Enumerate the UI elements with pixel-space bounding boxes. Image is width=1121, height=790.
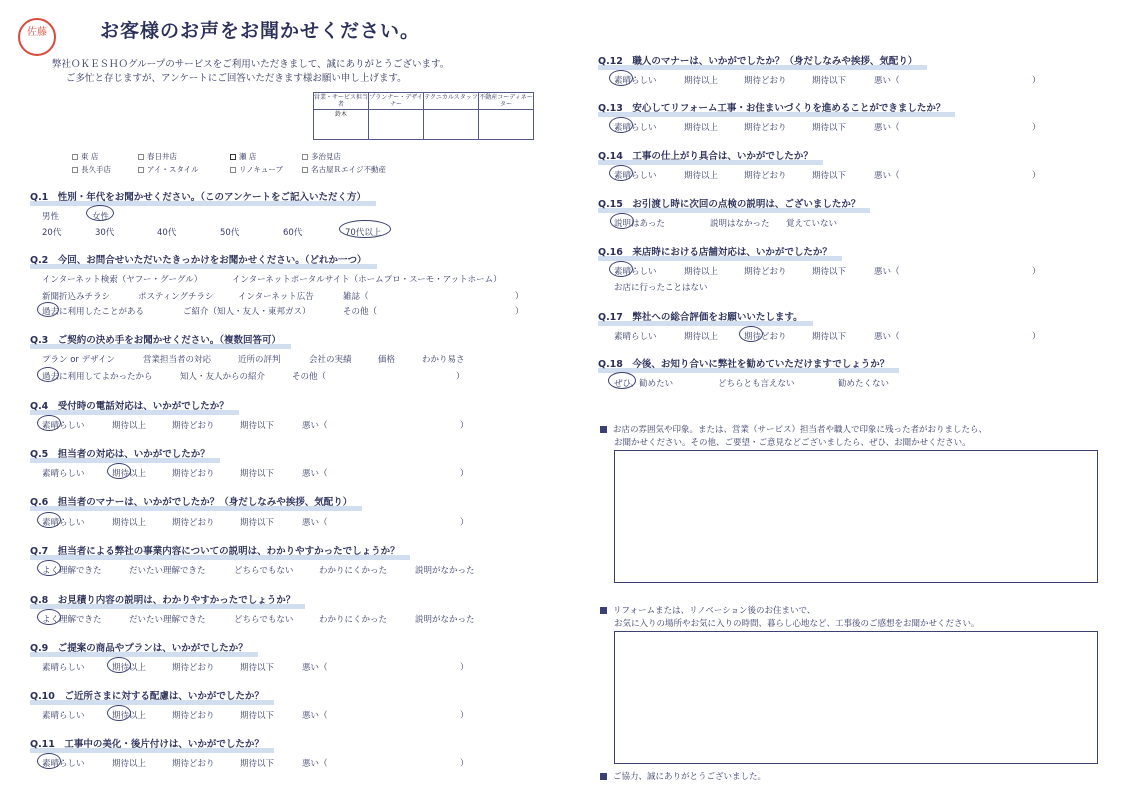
- option-text[interactable]: 知人・友人からの紹介: [180, 372, 266, 382]
- bracket-close: ）: [1032, 76, 1041, 86]
- question-q9: Q.9 ご提案の商品やプランは、いかがでしたか？: [30, 640, 248, 654]
- option-text[interactable]: 悪い（: [302, 759, 328, 769]
- option-text[interactable]: 素晴らしい: [42, 711, 85, 721]
- answer-circle: [739, 326, 763, 342]
- answer-circle: [37, 415, 61, 431]
- question-q1: Q.1 性別・年代をお聞かせください。（このアンケートをご記入いただく方）: [30, 189, 366, 203]
- bracket-close: ）: [1032, 171, 1041, 181]
- option-text[interactable]: だいたい理解できた: [129, 566, 206, 576]
- option-text[interactable]: 説明がなかった: [415, 566, 475, 576]
- option-text[interactable]: お店に行ったことはない: [614, 283, 708, 293]
- option-text[interactable]: 期待以上: [684, 332, 719, 342]
- option-text[interactable]: 期待どおり: [172, 711, 215, 721]
- store-checkbox[interactable]: 春日井店: [138, 151, 177, 162]
- option-text[interactable]: 素晴らしい: [614, 123, 657, 133]
- comment1-prompt-line2: お聞かせください。その他、ご要望・ご意見などございましたら、ぜひ、お聞かせください。: [614, 438, 971, 448]
- option-text[interactable]: 悪い（: [302, 421, 328, 431]
- answer-circle: [37, 302, 59, 317]
- staff-header: プランナー・デザイナー: [369, 94, 423, 108]
- question-q2: Q.2 今回、お問合せいただいたきっかけをお聞かせください。（どれか一つ）: [30, 252, 367, 266]
- comment2-prompt-line2: お気に入りの場所やお気に入りの時間、暮らし心地など、工事後のご感想をお聞かせください。: [614, 619, 980, 629]
- question-q15: Q.15 お引渡し時に次回の点検の説明は、ございましたか？: [598, 196, 860, 210]
- option-text[interactable]: 覚えていない: [786, 219, 838, 229]
- bracket-close: ）: [460, 518, 469, 528]
- option-text[interactable]: 期待以上: [112, 421, 147, 431]
- option-text[interactable]: 期待どおり: [172, 518, 215, 528]
- bracket-close: ）: [460, 663, 469, 673]
- option-text[interactable]: 期待以下: [240, 711, 275, 721]
- question-q4: Q.4 受付時の電話対応は、いかがでしたか？: [30, 398, 229, 412]
- bracket-close: ）: [460, 711, 469, 721]
- answer-circle: [37, 609, 61, 625]
- option-text[interactable]: ご紹介（知人・友人・東邦ガス）: [183, 307, 311, 317]
- option-text[interactable]: 悪い（: [874, 123, 900, 133]
- option-text[interactable]: 期待どおり: [172, 663, 215, 673]
- answer-circle: [86, 205, 114, 221]
- option-text[interactable]: よく理解できた: [42, 566, 102, 576]
- option-age[interactable]: 50代: [220, 228, 240, 238]
- square-bullet-icon: [600, 607, 607, 614]
- option-text[interactable]: 期待以上: [112, 711, 147, 721]
- option-text[interactable]: 素晴らしい: [614, 171, 657, 181]
- answer-circle: [37, 367, 59, 382]
- square-bullet-icon: [600, 773, 607, 780]
- option-text[interactable]: 会社の実績: [309, 355, 352, 365]
- option-text[interactable]: 期待どおり: [744, 76, 787, 86]
- option-text[interactable]: 期待以下: [240, 469, 275, 479]
- option-text[interactable]: 悪い（: [874, 332, 900, 342]
- store-checkbox[interactable]: リノキューブ: [230, 164, 283, 175]
- question-q12: Q.12 職人のマナーは、いかがでしたか？（身だしなみや挨拶、気配り）: [598, 53, 917, 67]
- option-text[interactable]: 説明はなかった: [710, 219, 770, 229]
- option-text[interactable]: 期待以上: [112, 518, 147, 528]
- option-text[interactable]: 期待以上: [684, 267, 719, 277]
- option-age[interactable]: 70代以上: [345, 228, 382, 238]
- bracket-close: ）: [1032, 123, 1041, 133]
- option-text[interactable]: 新聞折込みチラシ: [42, 292, 111, 302]
- option-text[interactable]: 期待どおり: [172, 759, 215, 769]
- answer-circle: [608, 372, 636, 389]
- question-q6: Q.6 担当者のマナーは、いかがでしたか？（身だしなみや挨拶、気配り）: [30, 494, 352, 508]
- staff-cell[interactable]: [424, 110, 479, 140]
- option-text[interactable]: わかりにくかった: [319, 566, 388, 576]
- option-text[interactable]: 悪い（: [302, 663, 328, 673]
- option-text[interactable]: ポスティングチラシ: [138, 292, 214, 302]
- question-q8: Q.8 お見積り内容の説明は、わかりやすかったでしょうか？: [30, 592, 295, 606]
- option-text[interactable]: 期待以下: [812, 123, 847, 133]
- staff-header: 不動産コーディネーター: [479, 94, 533, 108]
- option-age[interactable]: 60代: [283, 228, 303, 238]
- answer-circle: [37, 512, 61, 528]
- option-text[interactable]: 期待どおり: [744, 332, 787, 342]
- option-text[interactable]: 期待以上: [684, 76, 719, 86]
- bracket-close: ）: [460, 421, 469, 431]
- option-text[interactable]: 期待以上: [684, 123, 719, 133]
- option-text[interactable]: 価格: [378, 355, 396, 365]
- staff-header: テクニカルスタッフ: [424, 93, 479, 110]
- option-text[interactable]: よく理解できた: [42, 615, 102, 625]
- option-text[interactable]: 期待どおり: [744, 171, 787, 181]
- option-text[interactable]: 悪い（: [874, 267, 900, 277]
- question-q11: Q.11 工事中の美化・後片付けは、いかがでしたか？: [30, 736, 264, 750]
- comment2-prompt-line1: リフォームまたは、リノベーション後のお住まいで、: [600, 604, 815, 616]
- option-text[interactable]: 期待以下: [812, 332, 847, 342]
- option-text[interactable]: 期待以下: [240, 759, 275, 769]
- store-checkbox-checked[interactable]: 瀬 店: [230, 151, 256, 162]
- option-text[interactable]: 雑誌（: [343, 292, 369, 302]
- answer-circle: [609, 70, 633, 86]
- option-text[interactable]: インターネット検索（ヤフー・グーグル）: [42, 275, 203, 285]
- page-title: お客様のお声をお聞かせください。: [100, 20, 421, 42]
- seal-stamp: 佐藤: [18, 18, 56, 56]
- thanks-note: ご協力、誠にありがとうございました。: [600, 770, 766, 782]
- option-text[interactable]: 期待どおり: [172, 469, 215, 479]
- option-age[interactable]: 40代: [157, 228, 177, 238]
- bracket-close: ）: [456, 372, 465, 382]
- staff-cell[interactable]: [479, 110, 534, 140]
- bracket-close: ）: [1032, 267, 1041, 277]
- bracket-close: ）: [515, 292, 524, 302]
- bracket-close: ）: [460, 759, 469, 769]
- answer-circle: [339, 220, 391, 238]
- option-text[interactable]: 悪い（: [302, 518, 328, 528]
- option-text[interactable]: 期待以上: [684, 171, 719, 181]
- answer-circle: [610, 213, 634, 229]
- answer-circle: [609, 261, 633, 277]
- intro-line-2: ご多忙と存じますが、アンケートにご回答いただきます様お願い申し上げます。: [66, 73, 407, 84]
- question-q7: Q.7 担当者による弊社の事業内容についての説明は、わかりやすかったでしょうか？: [30, 543, 400, 557]
- option-text[interactable]: 営業担当者の対応: [143, 355, 212, 365]
- option-text[interactable]: 素晴らしい: [42, 421, 85, 431]
- answer-circle: [107, 705, 131, 721]
- option-text[interactable]: その他（: [343, 307, 378, 317]
- option-female[interactable]: 女性: [92, 212, 110, 222]
- option-text[interactable]: 期待どおり: [744, 123, 787, 133]
- option-text[interactable]: 期待どおり: [744, 267, 787, 277]
- answer-circle: [37, 560, 61, 576]
- option-text[interactable]: 悪い（: [302, 711, 328, 721]
- option-text[interactable]: 素晴らしい: [614, 267, 657, 277]
- option-text[interactable]: インターネットポータルサイト（ホームプロ・スーモ・アットホーム）: [232, 275, 502, 285]
- option-age[interactable]: 30代: [95, 228, 115, 238]
- option-text[interactable]: 悪い（: [874, 171, 900, 181]
- option-text[interactable]: 素晴らしい: [42, 518, 85, 528]
- question-q17: Q.17 弊社への総合評価をお願いいたします。: [598, 309, 803, 323]
- option-text[interactable]: 素晴らしい: [614, 76, 657, 86]
- answer-circle: [609, 117, 633, 133]
- option-text[interactable]: 説明がなかった: [415, 615, 475, 625]
- intro-line-1: 弊社ＯＫＥＳＨＯグループのサービスをご利用いただきまして、誠にありがとうございます。: [52, 59, 450, 70]
- option-text[interactable]: 期待以下: [812, 267, 847, 277]
- option-text[interactable]: インターネット広告: [238, 292, 314, 302]
- question-q14: Q.14 工事の仕上がり具合は、いかがでしたか？: [598, 148, 813, 162]
- option-text[interactable]: ぜひ、勧めたい: [614, 379, 674, 389]
- option-male[interactable]: 男性: [42, 212, 60, 222]
- option-text[interactable]: プラン or デザイン: [42, 355, 116, 365]
- question-q3: Q.3 ご契約の決め手をお聞かせください。（複数回答可）: [30, 332, 281, 346]
- option-text[interactable]: 説明はあった: [614, 219, 665, 229]
- option-text[interactable]: 悪い（: [874, 76, 900, 86]
- bracket-close: ）: [515, 307, 524, 317]
- staff-cell[interactable]: [369, 110, 424, 140]
- option-text[interactable]: 悪い（: [302, 469, 328, 479]
- option-text[interactable]: その他（: [292, 372, 327, 382]
- staff-table: [313, 92, 534, 140]
- question-q13: Q.13 安心してリフォーム工事・お住まいづくりを進めることができましたか？: [598, 100, 945, 114]
- store-checkbox[interactable]: 名古屋Ｒエイジ不動産: [302, 164, 386, 175]
- bracket-close: ）: [1032, 332, 1041, 342]
- option-text[interactable]: 素晴らしい: [614, 332, 657, 342]
- option-text[interactable]: 期待以下: [240, 663, 275, 673]
- comment1-prompt-line1: お店の雰囲気や印象。または、営業（サービス）担当者や職人で印象に残った者がおりましたら、: [600, 423, 987, 435]
- comment1-textarea[interactable]: [614, 450, 1098, 583]
- option-text[interactable]: 素晴らしい: [42, 663, 85, 673]
- question-q18: Q.18 今後、お知り合いに弊社を勧めていただけますでしょうか？: [598, 356, 889, 370]
- store-checkbox[interactable]: 長久手店: [72, 164, 111, 175]
- bracket-close: ）: [460, 469, 469, 479]
- store-checkbox[interactable]: アイ・スタイル: [138, 164, 199, 175]
- option-age[interactable]: 20代: [42, 228, 62, 238]
- option-text[interactable]: わかり易さ: [422, 355, 465, 365]
- answer-circle: [107, 463, 131, 479]
- answer-circle: [609, 165, 633, 181]
- option-text[interactable]: 期待どおり: [172, 421, 215, 431]
- option-text[interactable]: 勧めたくない: [838, 379, 890, 389]
- answer-circle: [107, 657, 131, 673]
- option-text[interactable]: だいたい理解できた: [129, 615, 206, 625]
- question-q16: Q.16 来店時における店舗対応は、いかがでしたか？: [598, 244, 832, 258]
- option-text[interactable]: 過去に利用したことがある: [42, 307, 145, 317]
- square-bullet-icon: [600, 426, 607, 433]
- option-text[interactable]: 期待以上: [112, 469, 147, 479]
- option-text[interactable]: 期待以上: [112, 663, 147, 673]
- option-text[interactable]: どちらでもない: [234, 566, 294, 576]
- option-text[interactable]: 近所の評判: [238, 355, 281, 365]
- answer-circle: [37, 753, 61, 769]
- store-checkbox[interactable]: 東 店: [72, 151, 98, 162]
- store-checkbox[interactable]: 多治見店: [302, 151, 341, 162]
- staff-signature[interactable]: 鈴木: [314, 110, 369, 140]
- option-text[interactable]: 過去に利用してよかったから: [42, 372, 153, 382]
- question-q5: Q.5 担当者の対応は、いかがでしたか？: [30, 446, 210, 460]
- option-text[interactable]: どちらでもない: [234, 615, 294, 625]
- option-text[interactable]: どちらとも言えない: [718, 379, 795, 389]
- comment2-textarea[interactable]: [614, 631, 1098, 764]
- option-text[interactable]: 期待以下: [240, 518, 275, 528]
- option-text[interactable]: 素晴らしい: [42, 469, 85, 479]
- option-text[interactable]: 素晴らしい: [42, 759, 85, 769]
- option-text[interactable]: 期待以下: [240, 421, 275, 431]
- option-text[interactable]: わかりにくかった: [319, 615, 388, 625]
- question-q10: Q.10 ご近所さまに対する配慮は、いかがでしたか？: [30, 688, 264, 702]
- staff-header: 営業・サービス担当者: [314, 94, 369, 108]
- option-text[interactable]: 期待以下: [812, 76, 847, 86]
- option-text[interactable]: 期待以下: [812, 171, 847, 181]
- option-text[interactable]: 期待以上: [112, 759, 147, 769]
